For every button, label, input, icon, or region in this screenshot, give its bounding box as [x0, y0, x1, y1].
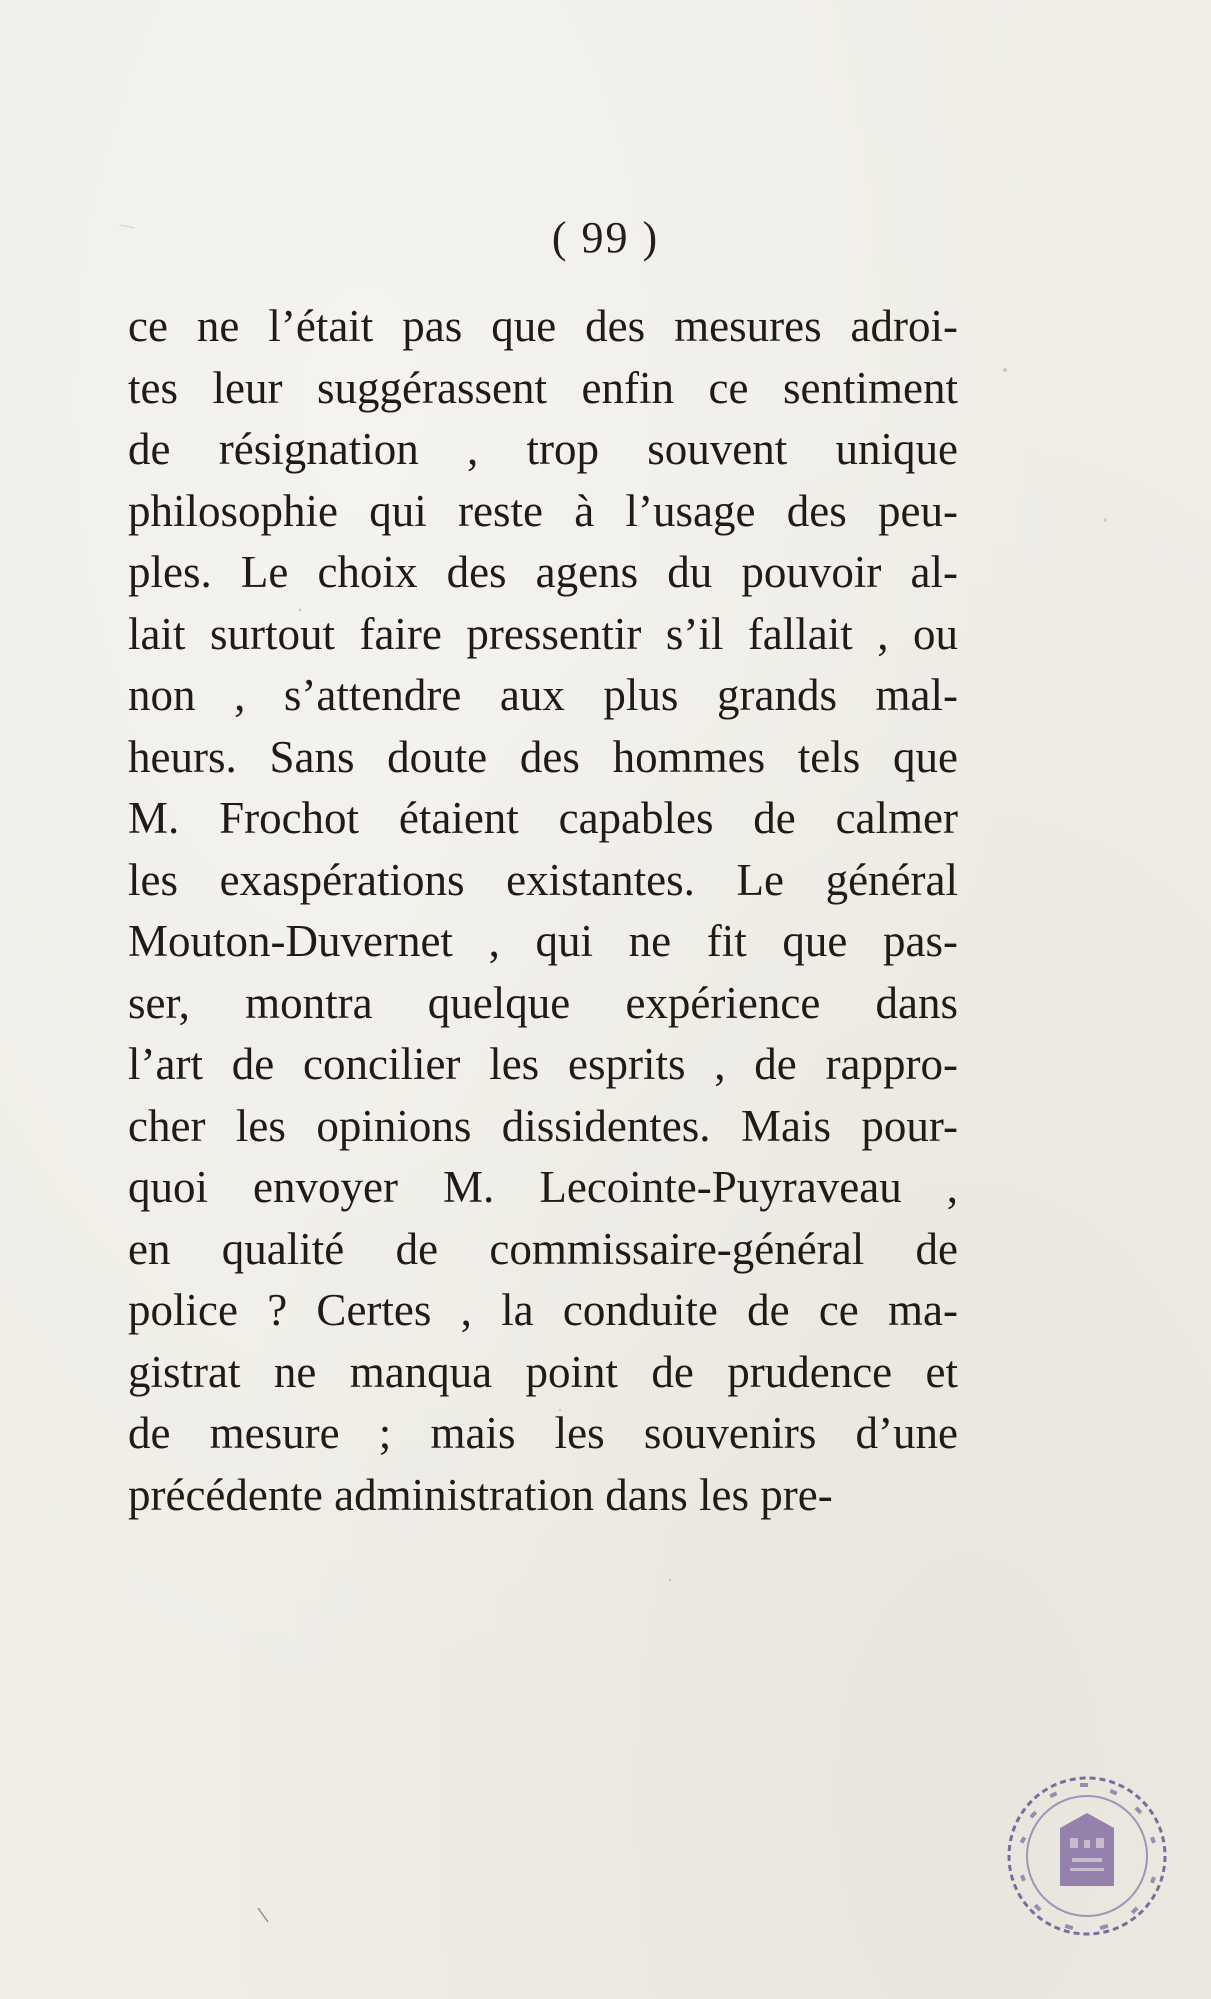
body-text: [128, 296, 958, 1526]
text-line: les exaspérations existantes. Le général: [128, 854, 958, 905]
text-line: ples. Le choix des agens du pouvoir al-: [128, 547, 958, 597]
text-line: de résignation , trop souvent unique: [128, 424, 958, 474]
library-stamp: [1000, 1768, 1175, 1943]
text-line: quoi envoyer M. Lecointe-Puyraveau ,: [128, 1162, 958, 1212]
text-line: M. Frochot étaient capables de calmer: [128, 793, 958, 843]
text-line: ce ne l’était pas que des mesures adroi-: [128, 301, 958, 351]
text-line: ser, montra quelque expérience dans: [128, 977, 958, 1028]
text-line: précédente administration dans les pre-: [128, 1469, 833, 1520]
page-number: ( 99 ): [551, 213, 660, 262]
text-line: tes leur suggérassent enfin ce sentiment: [128, 362, 958, 413]
text-line: Mouton-Duvernet , qui ne fit que pas-: [128, 916, 958, 966]
text-line: gistrat ne manqua point de prudence et: [128, 1346, 958, 1397]
text-line: heurs. Sans doute des hommes tels que: [128, 731, 958, 782]
text-line: en qualité de commissaire-général de: [128, 1223, 958, 1274]
text-line: de mesure ; mais les souvenirs d’une: [128, 1408, 958, 1458]
text-line: non , s’attendre aux plus grands mal-: [128, 670, 958, 720]
library-stamp-icon: [1000, 1768, 1175, 1943]
text-line: police ? Certes , la conduite de ce ma-: [128, 1285, 958, 1335]
text-line: lait surtout faire pressentir s’il fallait , ou: [128, 608, 958, 659]
text-line: l’art de concilier les esprits , de rappro-: [128, 1039, 958, 1089]
text-line: cher les opinions dissidentes. Mais pour-: [128, 1100, 958, 1151]
text-line: philosophie qui reste à l’usage des peu-: [128, 485, 958, 536]
